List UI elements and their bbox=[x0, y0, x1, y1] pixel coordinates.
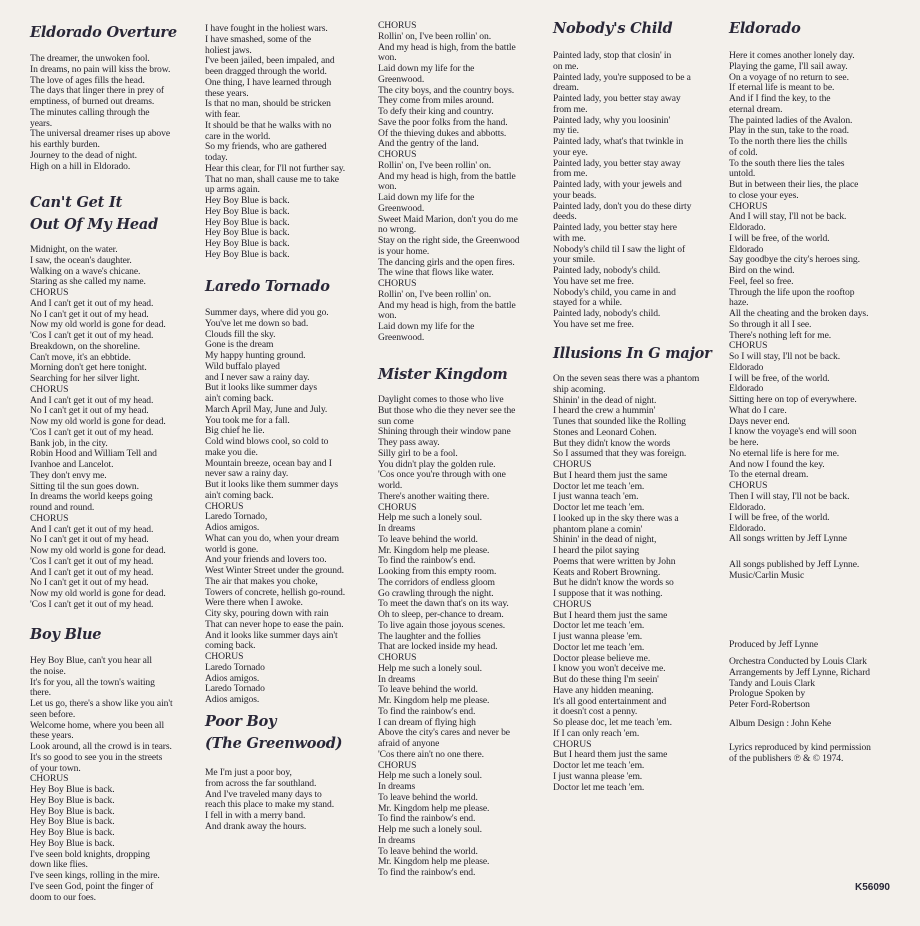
song-title: Mister Kingdom bbox=[378, 366, 508, 383]
lyrics-block: Daylight comes to those who live But those who die they never see the sun come Shining through their window pane They pass away. Silly girl to be a fool. You didn't play the golden rule. 'Cos once you're through with one world. There's another waiting there. CHORUS Help me such a lonely soul. In dreams To leave behind the world. Mr. Kingdom help me please. To find the rainbow's end. Looking from this empty room. The corridors of endless gloom Go crawling through the night. To meet the dawn that's on its way. Oh to sleep, per-chance to dream. To live again those joyous scenes. The laughter and the follies That are locked inside my head. CHORUS Help me such a lonely soul. In dreams To leave behind the world. Mr. Kingdom help me please. To find the rainbow's end. I can dream of flying high Above the city's cares and never be afraid of anyone 'Cos there ain't no one there. CHORUS Help me such a lonely soul. In dreams To leave behind the world. Mr. Kingdom help me please. To find the rainbow's end. Help me such a lonely soul. In dreams To leave behind the world. Mr. Kingdom help me please. To find the rainbow's end. bbox=[378, 394, 516, 878]
lyrics-block: On the seven seas there was a phantom ship acoming. Shinin' in the dead of night. I heard the crew a hummin' Tunes that sounded like the Rolling Stones and Leonard Cohen. But they didn't know the words So I assumed that they was foreign. CHORUS But I heard them just the same Doctor let me teach 'em. I just wanna teach 'em. Doctor let me teach 'em. I looked up in the sky there was a phantom plane a comin' Shinin' in the dead of night, I heard the pilot saying Poems that were written by John Keats and Robert Browning. But he didn't know the words so I suppose that it was nothing. CHORUS But I heard them just the same Doctor let me teach 'em. I just wanna please 'em. Doctor let me teach 'em. Doctor please believe me. I know you won't deceive me. But do these thing I'm seein' Have any hidden meaning. It's all good entertainment and it doesn't cost a penny. So please doc, let me teach 'em. If I can only reach 'em. CHORUS But I heard them just the same Doctor let me teach 'em. I just wanna please 'em. Doctor let me teach 'em. bbox=[553, 373, 700, 793]
song-title: Poor Boy (The Greenwood) bbox=[205, 713, 343, 752]
lyrics-block: CHORUS Rollin' on, I've been rollin' on. And my head is high, from the battle won. Laid down my life for the Greenwood. The city boys, and the country boys. They come from miles around. To defy their king and country. Save the poor folks from the hand. Of the thieving dukes and abbotts. And the gentry of the land. CHORUS Rollin' on, I've been rollin' on. And my head is high, from the battle won. Laid down my life for the Greenwood. Sweet Maid Marion, don't you do me no wrong. Stay on the right side, the Greenwood is your home. The dancing girls and the open fires. The wine that flows like water. CHORUS Rollin' on, I've been rollin' on. And my head is high, from the battle won. Laid down my life for the Greenwood. bbox=[378, 20, 520, 343]
lyrics-block: Me I'm just a poor boy, from across the far southland. And I've traveled many days to reach this place to make my stand. I fell in with a merry band. And drank away the hours. bbox=[205, 767, 335, 832]
credits-text: All songs published by Jeff Lynne. Music/Carlin Music bbox=[729, 559, 860, 581]
song-title: Laredo Tornado bbox=[205, 278, 330, 295]
song-title: Nobody's Child bbox=[553, 20, 673, 37]
song-title: Boy Blue bbox=[30, 626, 102, 643]
lyrics-block: Painted lady, stop that closin' in on me. Painted lady, you're supposed to be a dream. Painted lady, you better stay away from me. Painted lady, why you loosinin' my tie. Painted lady, what's that twinkle in your eye. Painted lady, you better stay away from me. Painted lady, with your jewels and your beads. Painted lady, don't you do these dirty deeds. Painted lady, you better stay here with me. Nobody's child til I saw the light of your smile. Painted lady, nobody's child. You have set me free. Nobody's child, you came in and stayed for a while. Painted lady, nobody's child. You have set me free. bbox=[553, 50, 692, 330]
lyrics-block: The dreamer, the unwoken fool. In dreams, no pain will kiss the brow. The love of ages fills the head. The days that linger there in prey of emptiness, of burned out dreams. The minutes calling through the years. The universal dreamer rises up above his earthly burden. Journey to the dead of night. High on a hill in Eldorado. bbox=[30, 53, 171, 172]
lyrics-block: Midnight, on the water. I saw, the ocean's daughter. Walking on a wave's chicane. Staring as she called my name. CHORUS And I can't get it out of my head. No I can't get it out of my head. Now my old world is gone for dead. 'Cos I can't get it out of my head. Breakdown, on the shoreline. Can't move, it's an ebbtide. Morning don't get here tonight. Searching for her silver light. CHORUS And I can't get it out of my head. No I can't get it out of my head. Now my old world is gone for dead. 'Cos I can't get it out of my head. Bank job, in the city. Robin Hood and William Tell and Ivanhoe and Lancelot. They don't envy me. Sitting til the sun goes down. In dreams the world keeps going round and round. CHORUS And I can't get it out of my head. No I can't get it out of my head. Now my old world is gone for dead. 'Cos I can't get it out of my head. And I can't get it out of my head. No I can't get it out of my head. Now my old world is gone for dead. 'Cos I can't get it out of my head. bbox=[30, 244, 166, 610]
catalog-number: K56090 bbox=[854, 882, 890, 893]
song-title: Eldorado Overture bbox=[30, 24, 177, 41]
song-title: Illusions In G major bbox=[553, 345, 712, 362]
credits-text: Album Design : John Kehe bbox=[729, 718, 832, 729]
song-title: Can't Get It Out Of My Head bbox=[30, 194, 159, 233]
song-title: Eldorado bbox=[729, 20, 801, 37]
lyrics-block: Here it comes another lonely day. Playing the game, I'll sail away. On a voyage of no return to see. If eternal life is meant to be. And if I find the key, to the eternal dream. The painted ladies of the Avalon. Play in the sun, take to the road. To the north there lies the chills of cold. To the south there lies the tales untold. But in between their lies, the place to close your eyes. CHORUS And I will stay, I'll not be back. Eldorado. I will be free, of the world. Eldorado Say goodbye the city's heroes sing. Bird on the wind. Feel, feel so free. Through the life upon the rooftop haze. All the cheating and the broken days. So through it all I see. There's nothing left for me. CHORUS So I will stay, I'll not be back. Eldorado I will be free, of the world. Eldorado Sitting here on top of everywhere. What do I care. Days never end. I know the voyage's end will soon be here. No eternal life is here for me. And now I found the key. To the eternal dream. CHORUS Then I will stay, I'll not be back. Eldorado. I will be free, of the world. Eldorado. bbox=[729, 50, 869, 534]
credits-text: Produced by Jeff Lynne bbox=[729, 639, 819, 650]
lyrics-block: Summer days, where did you go. You've let me down so bad. Clouds fill the sky. Gone is the dream My happy hunting ground. Wild buffalo played and I never saw a rainy day. But it looks like summer days ain't coming back. March April May, June and July. You took me for a fall. Big chief he lie. Cold wind blows cool, so cold to make you die. Mountain breeze, ocean bay and I never saw a rainy day. But it looks like them summer days ain't coming back. CHORUS Laredo Tornado, Adios amigos. What can you do, when your dream world is gone. And your friends and lovers too. West Winter Street under the ground. The air that makes you choke, Towers of concrete, hellish go-round. Were there when I awoke. City sky, pouring down with rain That can never hope to ease the pain. And it looks like summer days ain't coming back. CHORUS Laredo Tornado Adios amigos. Laredo Tornado Adios amigos. bbox=[205, 307, 346, 705]
lyrics-block: I have fought in the holiest wars. I have smashed, some of the holiest jaws. I've been jailed, been impaled, and been dragged through the world. One thing, I have learned through these years. Is that no man, should be stricken with fear. It should be that he walks with no care in the world. So my friends, who are gathered today. Hear this clear, for I'll not further say. That no man, shall cause me to take up arms again. Hey Boy Blue is back. Hey Boy Blue is back. Hey Boy Blue is back. Hey Boy Blue is back. Hey Boy Blue is back. Hey Boy Blue is back. bbox=[205, 23, 346, 260]
credits-text: Lyrics reproduced by kind permission of the publishers ℗ & © 1974. bbox=[729, 742, 871, 764]
credits-text: Orchestra Conducted by Louis Clark Arrangements by Jeff Lynne, Richard Tandy and Louis Clark Prologue Spoken by Peter Ford-Robertson bbox=[729, 656, 870, 710]
lyrics-block: Hey Boy Blue, can't you hear all the noise. It's for you, all the town's waiting there. Let us go, there's a show like you ain't seen before. Welcome home, where you been all these years. Look around, all the crowd is in tears. It's so good to see you in the streets of your town. CHORUS Hey Boy Blue is back. Hey Boy Blue is back. Hey Boy Blue is back. Hey Boy Blue is back. Hey Boy Blue is back. Hey Boy Blue is back. I've seen bold knights, dropping down like flies. I've seen kings, rolling in the mire. I've seen God, point the finger of doom to our foes. bbox=[30, 655, 173, 903]
credits-text: All songs written by Jeff Lynne bbox=[729, 533, 847, 544]
